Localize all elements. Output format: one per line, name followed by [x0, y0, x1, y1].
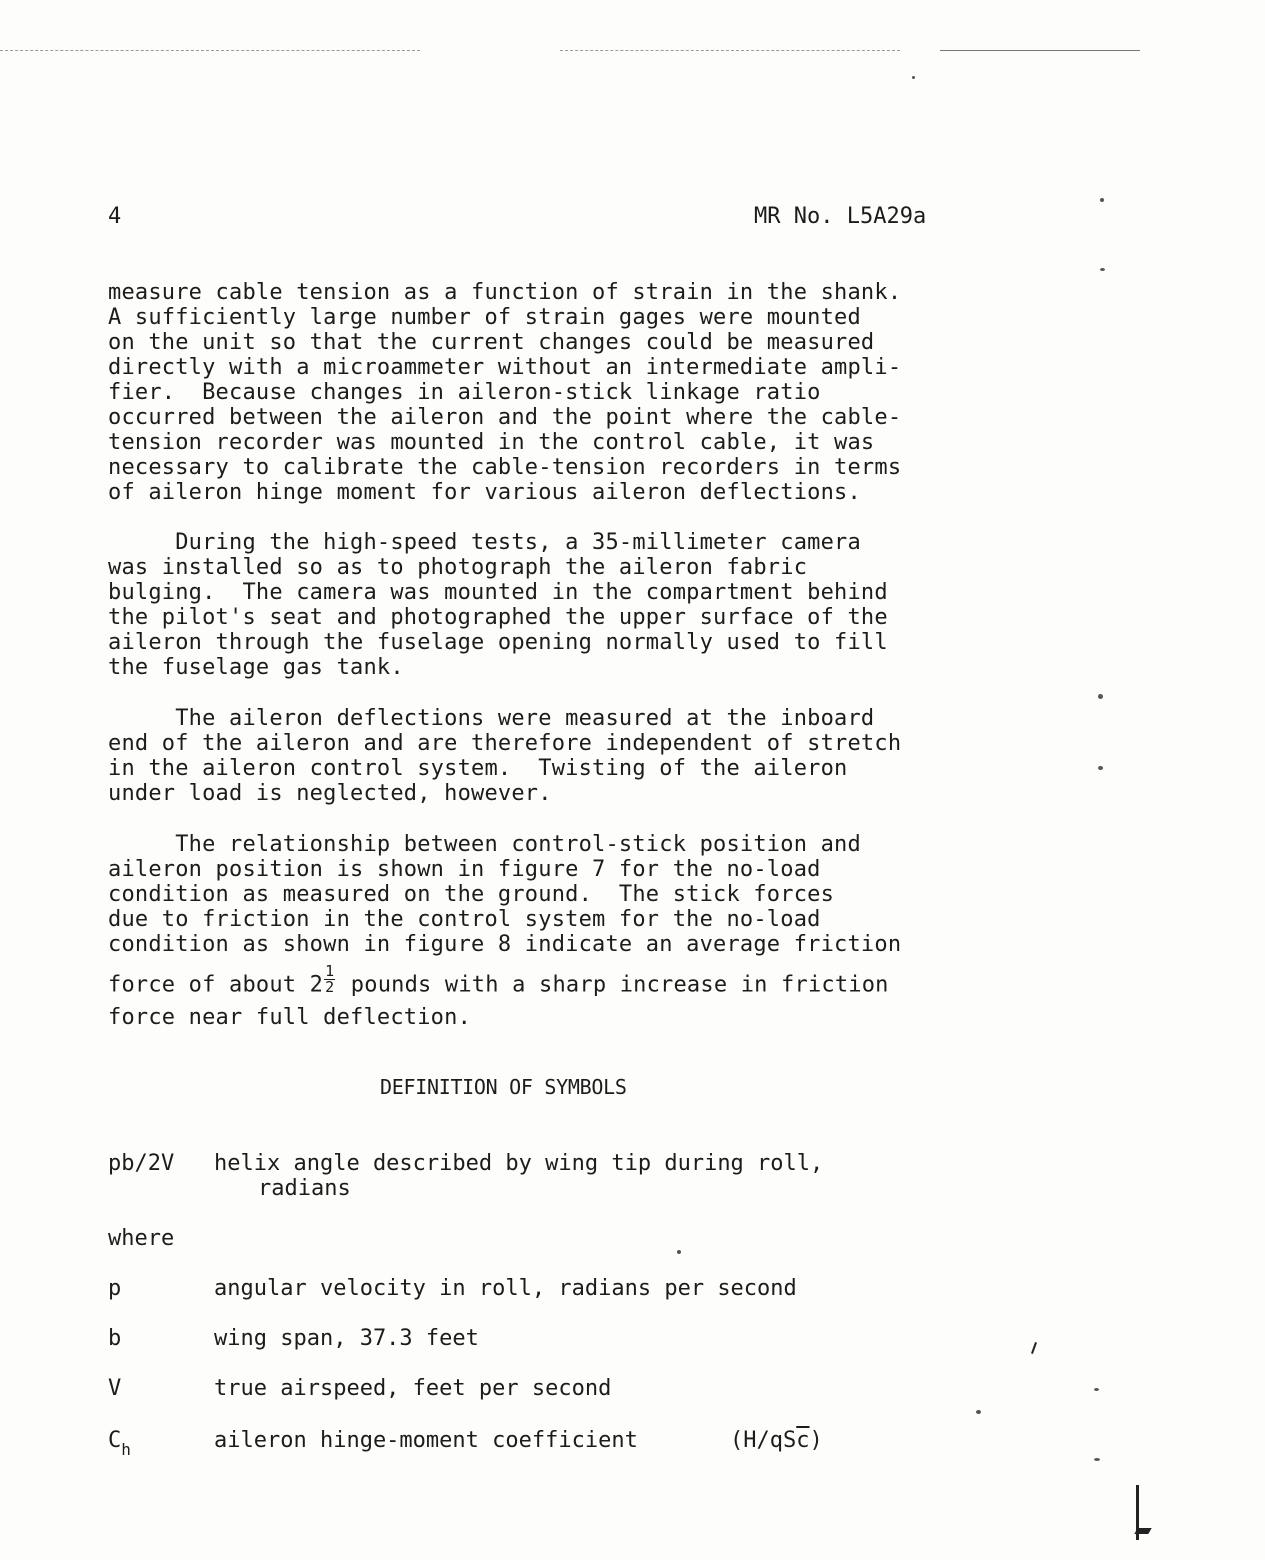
scan-speck — [912, 76, 915, 79]
paragraph-2-line: During the high-speed tests, a 35-millimeter camera — [108, 530, 861, 555]
symbol-ch-description: aileron hinge-moment coefficient — [214, 1428, 638, 1453]
formula-before: (H/qS — [730, 1428, 797, 1453]
symbol-pb-2v-description: helix angle described by wing tip during roll, — [214, 1151, 824, 1176]
paragraph-1-line: necessary to calibrate the cable-tension recorders in terms — [108, 455, 902, 480]
scan-speck — [1100, 268, 1105, 271]
paragraph-4-line: force near full deflection. — [108, 1005, 472, 1030]
symbol-b-description: wing span, 37.3 feet — [214, 1326, 479, 1351]
paragraph-1-line: on the unit so that the current changes could be measured — [108, 330, 875, 355]
symbol-pb-2v-description-cont: radians — [258, 1176, 351, 1201]
force-line-after: pounds with a sharp increase in friction — [337, 972, 889, 998]
symbol-b: b — [108, 1326, 122, 1351]
paragraph-4-line: aileron position is shown in figure 7 for the no-load — [108, 857, 821, 882]
scan-speck — [1098, 694, 1103, 699]
fraction-denominator: 2 — [325, 978, 335, 996]
paragraph-4-line: due to friction in the control system for the no-load — [108, 907, 821, 932]
scan-speck — [1098, 766, 1103, 770]
symbol-ch-formula — [730, 1428, 823, 1453]
paragraph-1-line: tension recorder was mounted in the control cable, it was — [108, 430, 875, 455]
paragraph-1-line: of aileron hinge moment for various aileron deflections. — [108, 480, 861, 505]
paragraph-3-line: end of the aileron and are therefore independent of stretch — [108, 731, 902, 756]
paragraph-2-line: bulging. The camera was mounted in the compartment behind — [108, 580, 888, 605]
paragraph-2-line: was installed so as to photograph the aileron fabric — [108, 555, 808, 580]
fraction-one-half — [324, 964, 335, 995]
fraction-numerator: 1 — [325, 962, 335, 980]
paragraph-1-line: fier. Because changes in aileron-stick linkage ratio — [108, 380, 821, 405]
symbol-v: V — [108, 1376, 122, 1401]
scan-artifact-top-middle — [560, 50, 900, 52]
paragraph-2-line: the pilot's seat and photographed the upper surface of the — [108, 605, 888, 630]
paragraph-4-force-line — [108, 962, 889, 1001]
scan-artifact-top-right — [940, 50, 1140, 52]
scan-artifact-top-left — [0, 50, 420, 52]
symbol-pb-2v: pb/2V — [108, 1151, 175, 1176]
paragraph-4-line: condition as shown in figure 8 indicate an average friction — [108, 932, 902, 957]
scan-speck — [677, 1250, 681, 1254]
paragraph-3-line: The aileron deflections were measured at the inboard — [108, 706, 875, 731]
section-heading: DEFINITION OF SYMBOLS — [380, 1075, 627, 1099]
paragraph-1-line: directly with a microammeter without an intermediate ampli- — [108, 355, 902, 380]
symbol-p: p — [108, 1276, 122, 1301]
scan-edge-mark — [1031, 1342, 1037, 1354]
paragraph-3-line: under load is neglected, however. — [108, 781, 552, 806]
where-label: where — [108, 1226, 175, 1251]
paragraph-2-line: the fuselage gas tank. — [108, 655, 404, 680]
formula-c-bar: $\overline{c}$ — [796, 1428, 810, 1453]
symbol-v-description: true airspeed, feet per second — [214, 1376, 612, 1401]
paragraph-1-line: occurred between the aileron and the point where the cable- — [108, 405, 902, 430]
page-number: 4 — [108, 204, 122, 229]
paragraph-2-line: aileron through the fuselage opening normally used to fill — [108, 630, 888, 655]
symbol-ch-subscript: h — [121, 1440, 131, 1459]
symbol-ch — [108, 1428, 131, 1459]
scan-edge-mark — [1134, 1528, 1151, 1534]
formula-after: ) — [809, 1428, 823, 1453]
symbol-p-description: angular velocity in roll, radians per second — [214, 1276, 797, 1301]
report-id: MR No. L5A29a — [754, 204, 927, 229]
force-line-before: force of about 2 — [108, 972, 324, 998]
scan-speck — [1094, 1458, 1100, 1461]
symbol-ch-main: C — [108, 1428, 122, 1453]
paragraph-4-line: condition as measured on the ground. The stick forces — [108, 882, 835, 907]
paragraph-4-line: The relationship between control-stick position and — [108, 832, 861, 857]
paragraph-1-line: A sufficiently large number of strain gages were mounted — [108, 305, 861, 330]
paragraph-1-line: measure cable tension as a function of strain in the shank. — [108, 280, 902, 305]
scan-speck — [976, 1410, 981, 1414]
scan-speck — [1094, 1388, 1099, 1391]
scan-speck — [1100, 198, 1104, 202]
paragraph-3-line: in the aileron control system. Twisting of the aileron — [108, 756, 848, 781]
